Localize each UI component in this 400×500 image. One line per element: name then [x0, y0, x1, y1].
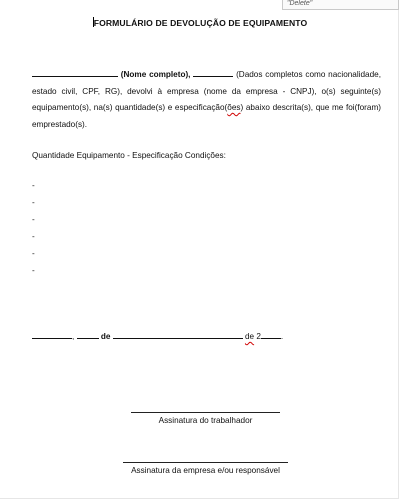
company-signature-line[interactable] — [123, 462, 288, 463]
title-text: FORMULÁRIO DE DEVOLUÇÃO DE EQUIPAMENTO — [93, 18, 308, 28]
list-item: - — [32, 181, 35, 190]
list-item: - — [32, 198, 35, 207]
year-blank[interactable] — [261, 330, 284, 341]
equipment-list — [32, 181, 35, 283]
list-item: - — [32, 232, 35, 241]
date-comma: , — [72, 332, 75, 341]
worker-signature-label: Assinatura do trabalhador — [158, 416, 253, 425]
month-blank[interactable] — [113, 330, 243, 339]
name-label: (Nome completo), — [120, 70, 191, 79]
data-blank[interactable] — [193, 68, 233, 77]
city-blank[interactable] — [32, 330, 75, 341]
list-item: - — [32, 249, 35, 258]
spellcheck-word: ões — [227, 103, 241, 112]
day-blank[interactable] — [77, 330, 99, 339]
list-item: - — [32, 266, 35, 275]
list-item: - — [32, 215, 35, 224]
para-text-2: ) abaixo descrita(s), que me foi(foram) emprestado(s). — [32, 103, 382, 129]
date-de-1: de — [100, 332, 111, 341]
worker-signature-line[interactable] — [131, 412, 280, 413]
para-text-1: (Dados completos como nacionalidade, estado civil, CPF, RG), devolvi à empresa (nome da empresa - CNPJ), o(s) seguinte(s) equipamento(s), na(s) quantidade(s) e especificação( — [32, 70, 381, 112]
document-title — [0, 17, 400, 28]
date-de-2: de — [244, 332, 255, 341]
year-prefix: 2 — [256, 332, 261, 341]
company-signature-label: Assinatura da empresa e/ou responsável — [131, 466, 280, 475]
quantity-header: Quantidade Equipamento - Especificação Condições: — [32, 151, 226, 160]
declaration-paragraph — [32, 67, 381, 133]
delete-label: "Delete" — [287, 0, 313, 7]
delete-tooltip[interactable] — [282, 0, 399, 10]
date-period: . — [280, 332, 284, 341]
date-line — [32, 330, 283, 341]
name-blank[interactable] — [32, 68, 118, 77]
